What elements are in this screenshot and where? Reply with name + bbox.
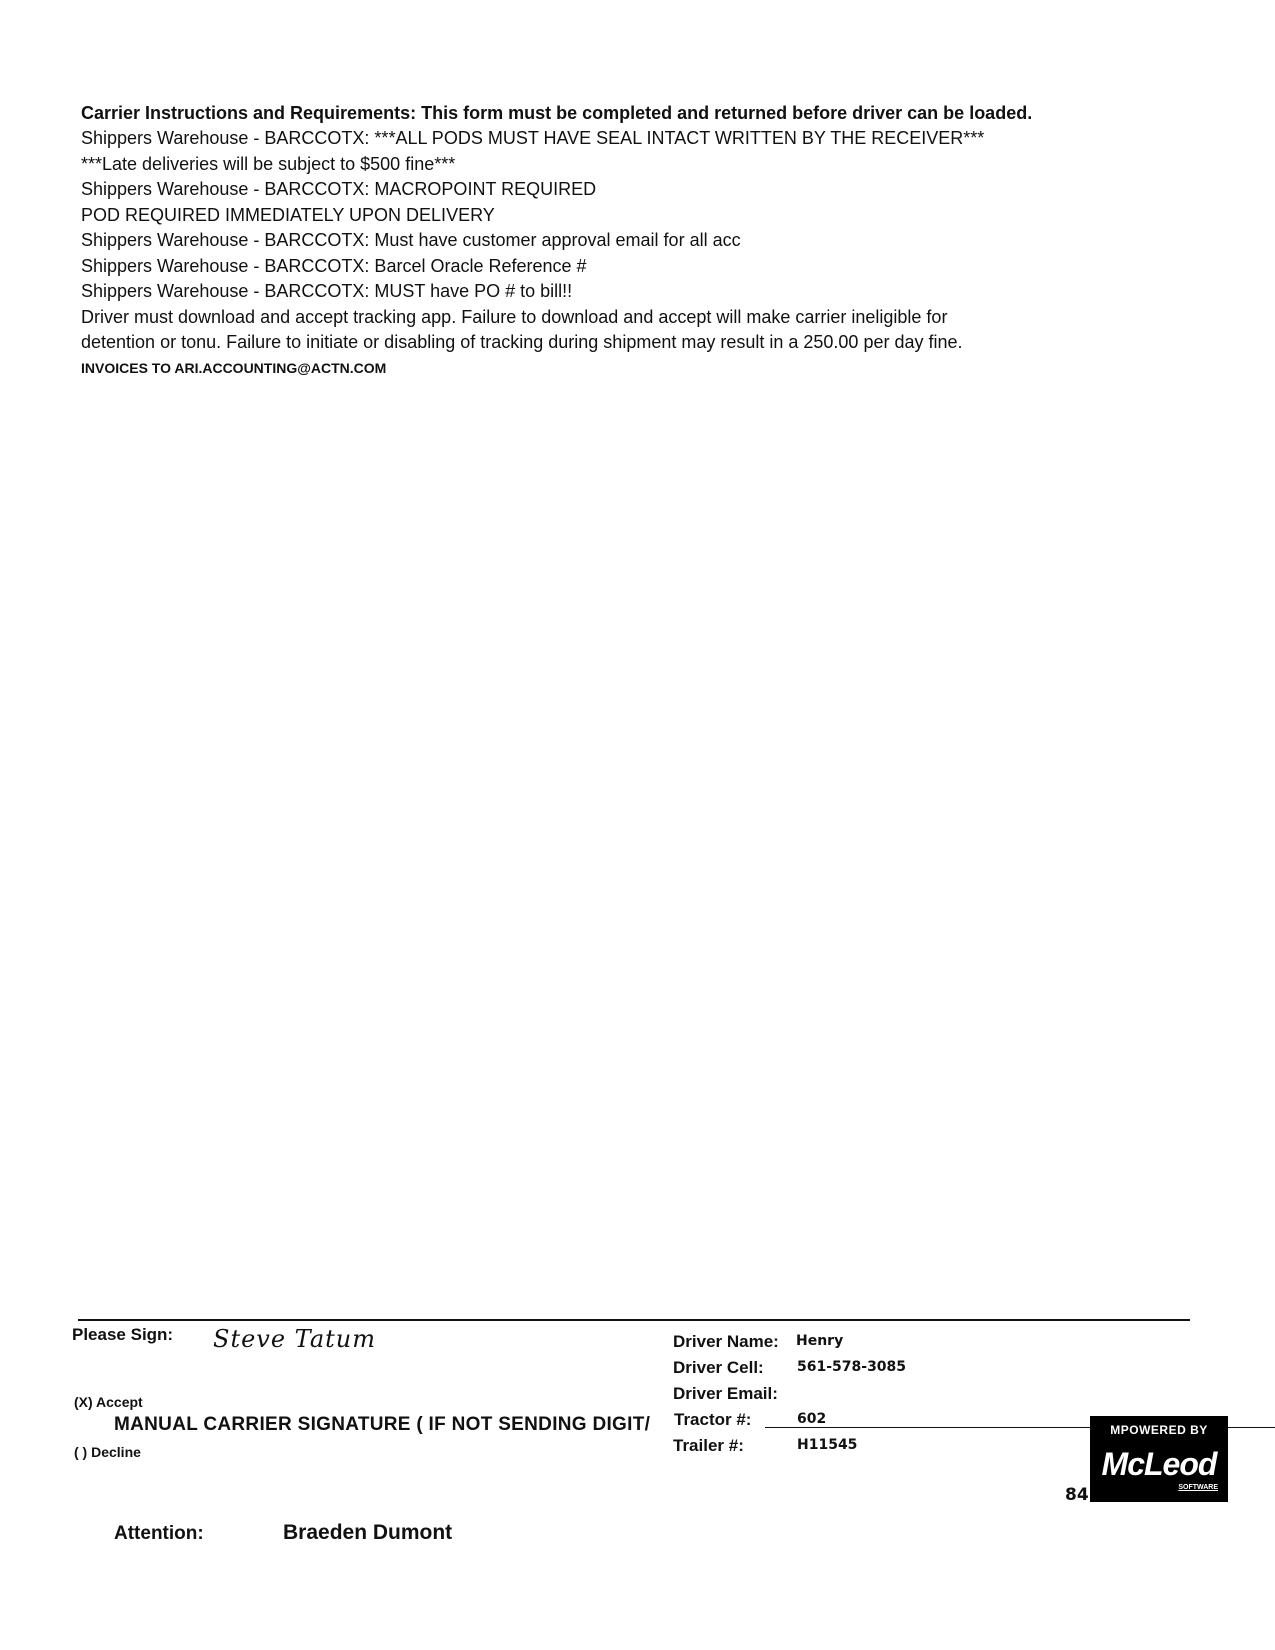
instruction-line: Driver must download and accept tracking app. Failure to download and accept will make carrier ineligible for (81, 306, 948, 327)
tractor-label: Tractor #: (674, 1410, 752, 1429)
mcleod-logo (1090, 1416, 1228, 1502)
attention-label: Attention: (114, 1523, 204, 1544)
logo-powered-by: MPOWERED BY (1110, 1423, 1208, 1437)
driver-cell-value: 561-578-3085 (797, 1359, 907, 1375)
instructions-title: Carrier Instructions and Requirements: This form must be completed and returned before driver can be loaded. (81, 103, 1033, 123)
driver-email-label: Driver Email: (673, 1384, 778, 1403)
instruction-line: Shippers Warehouse - BARCCOTX: MUST have PO # to bill!! (81, 281, 573, 301)
manual-signature-text: MANUAL CARRIER SIGNATURE ( IF NOT SENDING DIGIT/ (114, 1414, 651, 1435)
accept-option[interactable]: (X) Accept (74, 1394, 143, 1410)
instruction-line: Shippers Warehouse - BARCCOTX: Barcel Oracle Reference # (81, 255, 587, 276)
tractor-value: 602 (797, 1411, 827, 1427)
carrier-signature[interactable]: Steve Tatum (213, 1325, 376, 1353)
instruction-line: detention or tonu. Failure to initiate or disabling of tracking during shipment may result in a 250.00 per day fine. (81, 332, 963, 352)
decline-option[interactable]: ( ) Decline (74, 1444, 141, 1460)
driver-cell-label: Driver Cell: (673, 1358, 764, 1377)
instruction-line: POD REQUIRED IMMEDIATELY UPON DELIVERY (81, 204, 495, 225)
trailer-label: Trailer #: (673, 1436, 744, 1455)
instruction-line: ***Late deliveries will be subject to $500 fine*** (81, 153, 456, 174)
logo-sub: SOFTWARE (1178, 1484, 1218, 1491)
signature-top-rule (78, 1319, 1190, 1321)
invoice-instruction: INVOICES TO ARI.ACCOUNTING@ACTN.COM (81, 359, 387, 376)
instruction-line: Shippers Warehouse - BARCCOTX: ***ALL PODS MUST HAVE SEAL INTACT WRITTEN BY THE RECEIVER*** (81, 128, 985, 148)
carrier-instructions (81, 100, 1211, 380)
please-sign-label: Please Sign: (72, 1325, 174, 1344)
driver-name-label: Driver Name: (673, 1332, 779, 1351)
driver-name-value: Henry (796, 1333, 844, 1349)
logo-brand: McLeod (1101, 1446, 1217, 1482)
instruction-line: Shippers Warehouse - BARCCOTX: Must have customer approval email for all acc (81, 230, 741, 250)
attention-value: Braeden Dumont (283, 1521, 453, 1544)
instruction-line: Shippers Warehouse - BARCCOTX: MACROPOINT REQUIRED (81, 179, 597, 199)
reference-number: 84 (1065, 1485, 1089, 1505)
trailer-value: H11545 (797, 1437, 858, 1453)
